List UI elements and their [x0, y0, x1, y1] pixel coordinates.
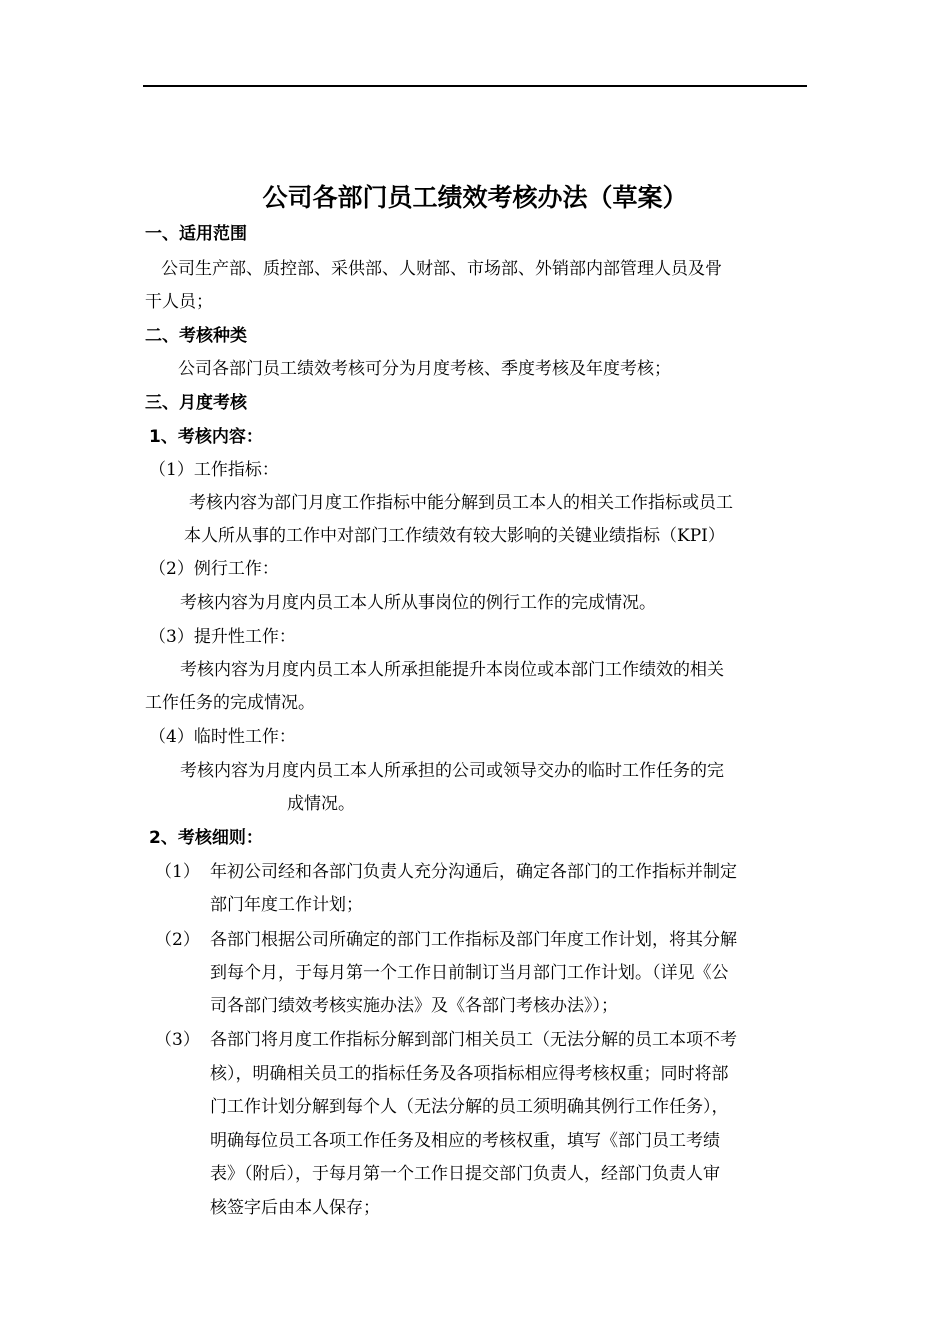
header-rule: [143, 85, 807, 87]
detail-3-line-6: 核签字后由本人保存；: [210, 1198, 380, 1218]
item-1-text-line-2: 本人所从事的工作中对部门工作绩效有较大影响的关键业绩指标（KPI）: [184, 526, 725, 546]
detail-2-line-1: 各部门根据公司所确定的部门工作指标及部门年度工作计划，将其分解: [210, 930, 737, 950]
detail-3-line-2: 核），明确相关员工的指标任务及各项指标相应得考核权重；同时将部: [210, 1064, 729, 1084]
item-2-text-line-1: 考核内容为月度内员工本人所从事岗位的例行工作的完成情况。: [180, 593, 656, 613]
detail-3-line-3: 门工作计划分解到每个人（无法分解的员工须明确其例行工作任务），: [210, 1097, 729, 1117]
detail-1-line-2: 部门年度工作计划；: [210, 895, 363, 915]
section-heading-monthly: 三、月度考核: [145, 393, 247, 413]
detail-2-line-2: 到每个月，于每月第一个工作日前制订当月部门工作计划。（详见《公: [210, 963, 729, 983]
subheading-content: 1、考核内容：: [149, 427, 263, 447]
scope-paragraph-line-2: 干人员；: [145, 292, 213, 312]
scope-paragraph-line-1: 公司生产部、质控部、采供部、人财部、市场部、外销部内部管理人员及骨: [161, 259, 722, 279]
item-2-label: （2）例行工作：: [149, 559, 279, 579]
types-paragraph: 公司各部门员工绩效考核可分为月度考核、季度考核及年度考核；: [178, 359, 671, 379]
detail-3-line-1: 各部门将月度工作指标分解到部门相关员工（无法分解的员工本项不考: [210, 1030, 737, 1050]
item-1-text-line-1: 考核内容为部门月度工作指标中能分解到员工本人的相关工作指标或员工: [189, 493, 733, 513]
detail-1-number: （1）: [155, 862, 200, 882]
subheading-details: 2、考核细则：: [149, 828, 263, 848]
item-4-label: （4）临时性工作：: [149, 727, 296, 747]
detail-3-line-4: 明确每位员工各项工作任务及相应的考核权重，填写《部门员工考绩: [210, 1131, 720, 1151]
section-heading-types: 二、考核种类: [145, 326, 247, 346]
document-title: 公司各部门员工绩效考核办法（草案）: [262, 183, 688, 212]
detail-1-line-1: 年初公司经和各部门负责人充分沟通后，确定各部门的工作指标并制定: [210, 862, 737, 882]
item-1-label: （1）工作指标：: [149, 460, 279, 480]
detail-3-line-5: 表》（附后），于每月第一个工作日提交部门负责人，经部门负责人审: [210, 1164, 720, 1184]
detail-3-number: （3）: [155, 1030, 200, 1050]
detail-2-number: （2）: [155, 930, 200, 950]
item-3-label: （3）提升性工作：: [149, 627, 296, 647]
item-3-text-line-1: 考核内容为月度内员工本人所承担能提升本岗位或本部门工作绩效的相关: [180, 660, 724, 680]
item-4-text-line-1: 考核内容为月度内员工本人所承担的公司或领导交办的临时工作任务的完: [180, 761, 724, 781]
item-3-text-line-2: 工作任务的完成情况。: [145, 693, 315, 713]
section-heading-scope: 一、适用范围: [145, 224, 247, 244]
detail-2-line-3: 司各部门绩效考核实施办法》及《各部门考核办法》）；: [210, 996, 618, 1016]
item-4-text-line-2: 成情况。: [287, 794, 355, 814]
